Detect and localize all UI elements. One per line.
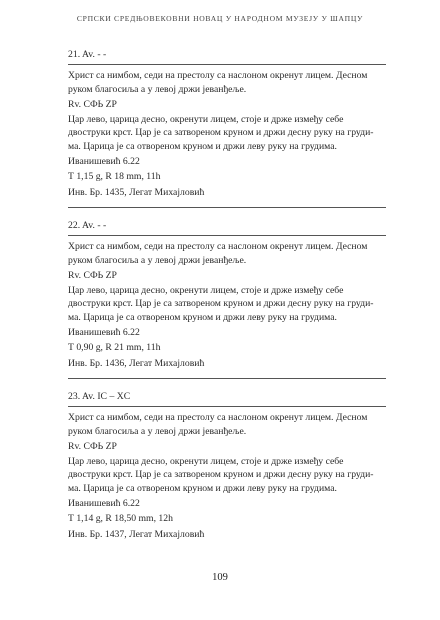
running-head: СРПСКИ СРЕДЊОВЕКОВНИ НОВАЦ У НАРОДНОМ МУЗЕЈУ У ШАПЦУ: [76, 14, 364, 23]
specifications: Т 1,15 g, R 18 mm, 11h: [68, 171, 161, 183]
inventory-number: Инв. Бр. 1436, Легат Михајловић: [68, 357, 205, 369]
reverse-legend: Rv. СФЬ ZP: [68, 98, 117, 110]
entry-divider: [68, 406, 386, 407]
catalog-entries: [68, 48, 386, 543]
entry-divider: [68, 235, 386, 236]
reverse-legend: Rv. СФЬ ZP: [68, 269, 117, 281]
entry-divider: [68, 64, 386, 65]
inventory-number: Инв. Бр. 1435, Легат Михајловић: [68, 186, 205, 198]
catalog-entry: [68, 48, 386, 199]
obverse-description: Христ са нимбом, седи на престолу са наслоном окренут лицем. Десном руком благосиља а у левој држи јеванђеље.: [68, 70, 368, 95]
reference: Иванишевић 6.22: [68, 156, 140, 168]
reverse-legend: Rv. СФЬ ZP: [68, 440, 117, 452]
entry-heading: 23. Av. IC – XC: [68, 390, 131, 402]
specifications: Т 1,14 g, R 18,50 mm, 12h: [68, 513, 173, 525]
specifications: Т 0,90 g, R 21 mm, 11h: [68, 342, 161, 354]
entry-heading: 22. Av. - -: [68, 219, 107, 231]
reverse-description: Цар лево, царица десно, окренути лицем, стоје и држе између себе двоструки крст. Цар је са затвореном круном и држи десну руку на груди-ма. Царица је са отвореном круном и држи леву руку на грудима.: [68, 285, 374, 323]
entry-heading: 21. Av. - -: [68, 49, 107, 60]
reverse-description: Цар лево, царица десно, окренути лицем, стоје и држе између себе двоструки крст. Цар је са затвореном круном и држи десну руку на груди-ма. Царица је са отвореном круном и држи леву руку на грудима.: [68, 114, 374, 152]
catalog-entry: [68, 219, 386, 370]
section-divider: [68, 207, 386, 208]
catalog-entry: [68, 390, 386, 541]
obverse-description: Христ са нимбом, седи на престолу са наслоном окренут лицем. Десном руком благосиља а у левој држи јеванђеље.: [68, 412, 368, 437]
inventory-number: Инв. Бр. 1437, Легат Михајловић: [68, 528, 205, 540]
reference: Иванишевић 6.22: [68, 327, 140, 339]
page-number: 109: [212, 572, 228, 583]
section-divider: [68, 378, 386, 379]
reverse-description: Цар лево, царица десно, окренути лицем, стоје и држе између себе двоструки крст. Цар је са затвореном круном и држи десну руку на груди-ма. Царица је са отвореном круном и држи леву руку на грудима.: [68, 456, 374, 494]
reference: Иванишевић 6.22: [68, 498, 140, 510]
obverse-description: Христ са нимбом, седи на престолу са наслоном окренут лицем. Десном руком благосиља а у левој држи јеванђеље.: [68, 241, 368, 266]
